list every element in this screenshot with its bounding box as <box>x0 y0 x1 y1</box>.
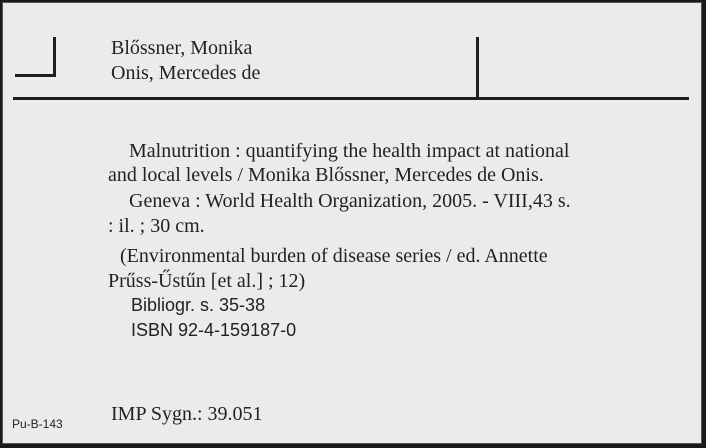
imprint-line-2: : il. ; 30 cm. <box>108 215 205 237</box>
corner-mark-vertical <box>53 37 56 77</box>
location-code: Pu-B-143 <box>12 417 63 431</box>
series-line-2: Prűss-Űstűn [et al.] ; 12) <box>108 270 306 292</box>
header-divider <box>476 37 479 98</box>
series-line-1: (Environmental burden of disease series / ed. Annette <box>120 245 548 267</box>
title-line-2: and local levels / Monika Blőssner, Mercedes de Onis. <box>108 164 544 186</box>
isbn: ISBN 92-4-159187-0 <box>131 320 297 340</box>
author-primary: Blőssner, Monika <box>111 37 253 59</box>
corner-mark-horizontal <box>15 74 56 77</box>
imprint-line-1: Geneva : World Health Organization, 2005. - VIII,43 s. <box>129 190 571 212</box>
header-rule <box>13 97 689 100</box>
author-secondary: Onis, Mercedes de <box>111 62 261 84</box>
bibliography-note: Bibliogr. s. 35-38 <box>131 295 266 315</box>
call-number: IMP Sygn.: 39.051 <box>111 403 263 425</box>
catalog-card <box>2 2 702 444</box>
title-line-1: Malnutrition : quantifying the health impact at national <box>129 140 570 162</box>
